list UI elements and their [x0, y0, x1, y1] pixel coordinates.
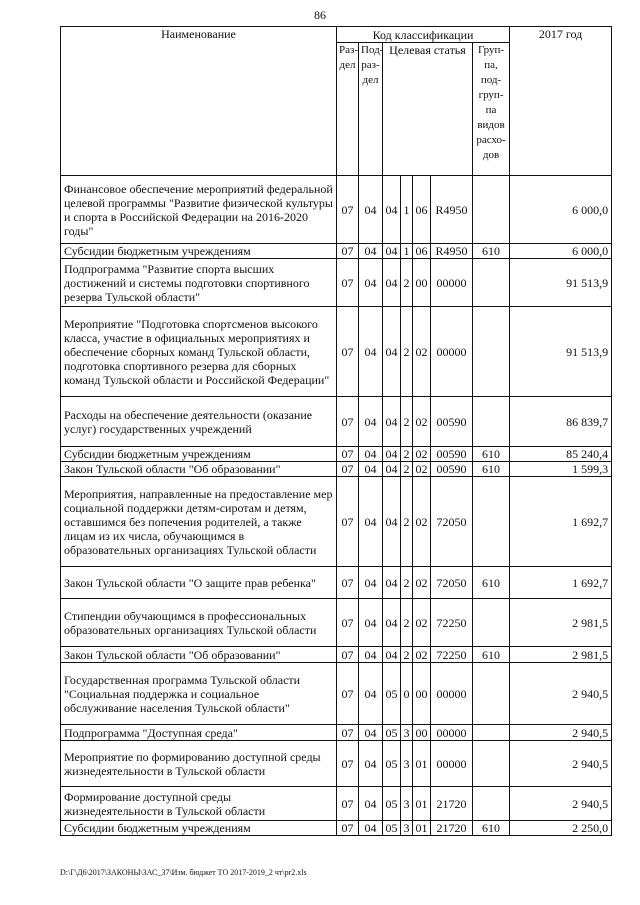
- row-amount: 2 940,5: [510, 725, 612, 741]
- row-pr: 04: [359, 663, 383, 725]
- row-amount: 91 513,9: [510, 259, 612, 307]
- row-c1: 05: [383, 821, 401, 836]
- row-c3: 02: [413, 462, 431, 477]
- header-year: 2017 год: [510, 27, 612, 176]
- row-c4: 00590: [431, 462, 473, 477]
- table-row: [61, 725, 612, 741]
- row-name: Субсидии бюджетным учреждениям: [61, 821, 337, 836]
- row-c1: 04: [383, 647, 401, 663]
- row-c3: 00: [413, 663, 431, 725]
- row-c1: 04: [383, 462, 401, 477]
- header-vid: Груп- па, под- груп- па видов расхо- дов: [473, 43, 510, 176]
- row-vr: [473, 741, 510, 787]
- row-c2: 2: [401, 259, 413, 307]
- file-path-footer: D:\Г\Д6\2017\ЗАКОНЫ\ЗАС_37\Изм. бюджет ТО 2017-2019_2 чт\pr2.xls: [60, 868, 307, 877]
- row-pr: 04: [359, 567, 383, 599]
- row-amount: 91 513,9: [510, 307, 612, 397]
- row-c1: 04: [383, 244, 401, 259]
- table-row: [61, 567, 612, 599]
- table-row: [61, 787, 612, 821]
- row-vr: [473, 176, 510, 244]
- row-c1: 05: [383, 725, 401, 741]
- row-rz: 07: [337, 176, 359, 244]
- row-rz: 07: [337, 663, 359, 725]
- row-name: Закон Тульской области "О защите прав ребенка": [61, 567, 337, 599]
- table-row: [61, 477, 612, 567]
- row-c2: 2: [401, 397, 413, 447]
- row-pr: 04: [359, 447, 383, 462]
- row-rz: 07: [337, 447, 359, 462]
- row-vr: 610: [473, 821, 510, 836]
- row-vr: 610: [473, 567, 510, 599]
- row-vr: 610: [473, 647, 510, 663]
- row-rz: 07: [337, 787, 359, 821]
- row-rz: 07: [337, 725, 359, 741]
- row-c3: 06: [413, 176, 431, 244]
- row-vr: [473, 663, 510, 725]
- row-amount: 2 250,0: [510, 821, 612, 836]
- row-name: Субсидии бюджетным учреждениям: [61, 447, 337, 462]
- row-c3: 02: [413, 397, 431, 447]
- table-row: [61, 259, 612, 307]
- row-vr: [473, 787, 510, 821]
- table-row: [61, 599, 612, 647]
- row-vr: [473, 259, 510, 307]
- row-name: Формирование доступной среды жизнедеятельности в Тульской области: [61, 787, 337, 821]
- table-row: [61, 447, 612, 462]
- row-c1: 05: [383, 787, 401, 821]
- row-rz: 07: [337, 741, 359, 787]
- row-amount: 1 692,7: [510, 477, 612, 567]
- row-c4: 21720: [431, 787, 473, 821]
- row-rz: 07: [337, 599, 359, 647]
- row-amount: 6 000,0: [510, 176, 612, 244]
- row-amount: 2 981,5: [510, 647, 612, 663]
- row-c4: 00590: [431, 397, 473, 447]
- row-name: Мероприятия, направленные на предоставление мер социальной поддержки детям-сиротам и детям, оставшимся без попечения родителей, а также лицам из их числа, обучающимся в образовательных организациях Тульской области: [61, 477, 337, 567]
- row-c2: 3: [401, 725, 413, 741]
- row-amount: 2 940,5: [510, 741, 612, 787]
- row-amount: 1 692,7: [510, 567, 612, 599]
- row-rz: 07: [337, 259, 359, 307]
- row-c3: 00: [413, 259, 431, 307]
- table-row: [61, 176, 612, 244]
- row-c2: 2: [401, 307, 413, 397]
- table-row: [61, 307, 612, 397]
- row-name: Стипендии обучающимся в профессиональных образовательных организациях Тульской области: [61, 599, 337, 647]
- row-vr: [473, 599, 510, 647]
- row-amount: 2 981,5: [510, 599, 612, 647]
- row-c4: 00000: [431, 259, 473, 307]
- row-rz: 07: [337, 821, 359, 836]
- row-c4: 00000: [431, 741, 473, 787]
- row-vr: [473, 397, 510, 447]
- row-c4: R4950: [431, 244, 473, 259]
- row-vr: [473, 725, 510, 741]
- row-c3: 00: [413, 725, 431, 741]
- row-pr: 04: [359, 599, 383, 647]
- row-name: Мероприятие по формированию доступной среды жизнедеятельности в Тульской области: [61, 741, 337, 787]
- row-c3: 02: [413, 647, 431, 663]
- row-c3: 02: [413, 307, 431, 397]
- row-vr: [473, 307, 510, 397]
- row-c1: 04: [383, 477, 401, 567]
- row-rz: 07: [337, 397, 359, 447]
- row-c1: 04: [383, 599, 401, 647]
- row-name: Закон Тульской области "Об образовании": [61, 647, 337, 663]
- row-c4: 72050: [431, 567, 473, 599]
- row-c3: 02: [413, 567, 431, 599]
- row-pr: 04: [359, 307, 383, 397]
- row-vr: 610: [473, 462, 510, 477]
- header-code-group: Код классификации: [337, 27, 510, 43]
- row-c2: 1: [401, 244, 413, 259]
- row-rz: 07: [337, 567, 359, 599]
- row-c2: 3: [401, 741, 413, 787]
- row-pr: 04: [359, 176, 383, 244]
- row-c2: 2: [401, 477, 413, 567]
- row-c4: 00000: [431, 307, 473, 397]
- row-c1: 04: [383, 397, 401, 447]
- budget-table: [60, 26, 612, 836]
- row-name: Подпрограмма "Доступная среда": [61, 725, 337, 741]
- header-name: Наименование: [61, 27, 337, 176]
- row-name: Финансовое обеспечение мероприятий федеральной целевой программы "Развитие физической культуры и спорта в Российской Федерации на 2016-2020 годы": [61, 176, 337, 244]
- row-c2: 2: [401, 462, 413, 477]
- row-c3: 02: [413, 599, 431, 647]
- row-amount: 2 940,5: [510, 787, 612, 821]
- row-pr: 04: [359, 397, 383, 447]
- row-amount: 1 599,3: [510, 462, 612, 477]
- table-row: [61, 663, 612, 725]
- row-name: Подпрограмма "Развитие спорта высших достижений и системы подготовки спортивного резерва Тульской области": [61, 259, 337, 307]
- row-pr: 04: [359, 244, 383, 259]
- row-vr: [473, 477, 510, 567]
- row-amount: 2 940,5: [510, 663, 612, 725]
- table-row: [61, 244, 612, 259]
- row-name: Мероприятие "Подготовка спортсменов высокого класса, участие в официальных мероприятиях и обеспечение сборных команд Тульской области, подготовка спортивного резерва для сборных команд Тульской области и Российской Федерации": [61, 307, 337, 397]
- row-c3: 01: [413, 787, 431, 821]
- row-name: Расходы на обеспечение деятельности (оказание услуг) государственных учреждений: [61, 397, 337, 447]
- row-c1: 04: [383, 176, 401, 244]
- row-pr: 04: [359, 477, 383, 567]
- row-c3: 02: [413, 447, 431, 462]
- row-c1: 05: [383, 741, 401, 787]
- row-c2: 3: [401, 821, 413, 836]
- row-c2: 2: [401, 599, 413, 647]
- row-c1: 04: [383, 307, 401, 397]
- row-pr: 04: [359, 259, 383, 307]
- row-pr: 04: [359, 787, 383, 821]
- row-pr: 04: [359, 821, 383, 836]
- row-c4: 00000: [431, 725, 473, 741]
- table-row: [61, 397, 612, 447]
- row-c3: 02: [413, 477, 431, 567]
- row-rz: 07: [337, 307, 359, 397]
- row-pr: 04: [359, 725, 383, 741]
- row-pr: 04: [359, 462, 383, 477]
- row-c1: 04: [383, 567, 401, 599]
- row-c1: 04: [383, 259, 401, 307]
- row-amount: 6 000,0: [510, 244, 612, 259]
- row-amount: 85 240,4: [510, 447, 612, 462]
- table-row: [61, 647, 612, 663]
- row-rz: 07: [337, 244, 359, 259]
- row-c1: 04: [383, 447, 401, 462]
- row-vr: 610: [473, 447, 510, 462]
- row-name: Субсидии бюджетным учреждениям: [61, 244, 337, 259]
- row-name: Государственная программа Тульской области "Социальная поддержка и социальное обслуживание населения Тульской области": [61, 663, 337, 725]
- row-rz: 07: [337, 462, 359, 477]
- row-c4: 00000: [431, 663, 473, 725]
- page-number: 86: [314, 8, 326, 22]
- row-c2: 1: [401, 176, 413, 244]
- row-c4: 72050: [431, 477, 473, 567]
- row-c2: 3: [401, 787, 413, 821]
- row-name: Закон Тульской области "Об образовании": [61, 462, 337, 477]
- row-c3: 01: [413, 741, 431, 787]
- table-row: [61, 741, 612, 787]
- row-c4: R4950: [431, 176, 473, 244]
- row-pr: 04: [359, 741, 383, 787]
- row-vr: 610: [473, 244, 510, 259]
- header-razdel: Раз- дел: [337, 43, 359, 176]
- row-c4: 21720: [431, 821, 473, 836]
- row-amount: 86 839,7: [510, 397, 612, 447]
- row-c4: 00590: [431, 447, 473, 462]
- row-c3: 06: [413, 244, 431, 259]
- row-c4: 72250: [431, 599, 473, 647]
- row-rz: 07: [337, 477, 359, 567]
- row-rz: 07: [337, 647, 359, 663]
- row-c4: 72250: [431, 647, 473, 663]
- row-c2: 0: [401, 663, 413, 725]
- row-c2: 2: [401, 567, 413, 599]
- row-c2: 2: [401, 647, 413, 663]
- table-row: [61, 821, 612, 836]
- row-c3: 01: [413, 821, 431, 836]
- row-pr: 04: [359, 647, 383, 663]
- header-podrazdel: Под- раз- дел: [359, 43, 383, 176]
- table-row: [61, 462, 612, 477]
- header-target: Целевая статья: [383, 43, 473, 176]
- row-c2: 2: [401, 447, 413, 462]
- row-c1: 05: [383, 663, 401, 725]
